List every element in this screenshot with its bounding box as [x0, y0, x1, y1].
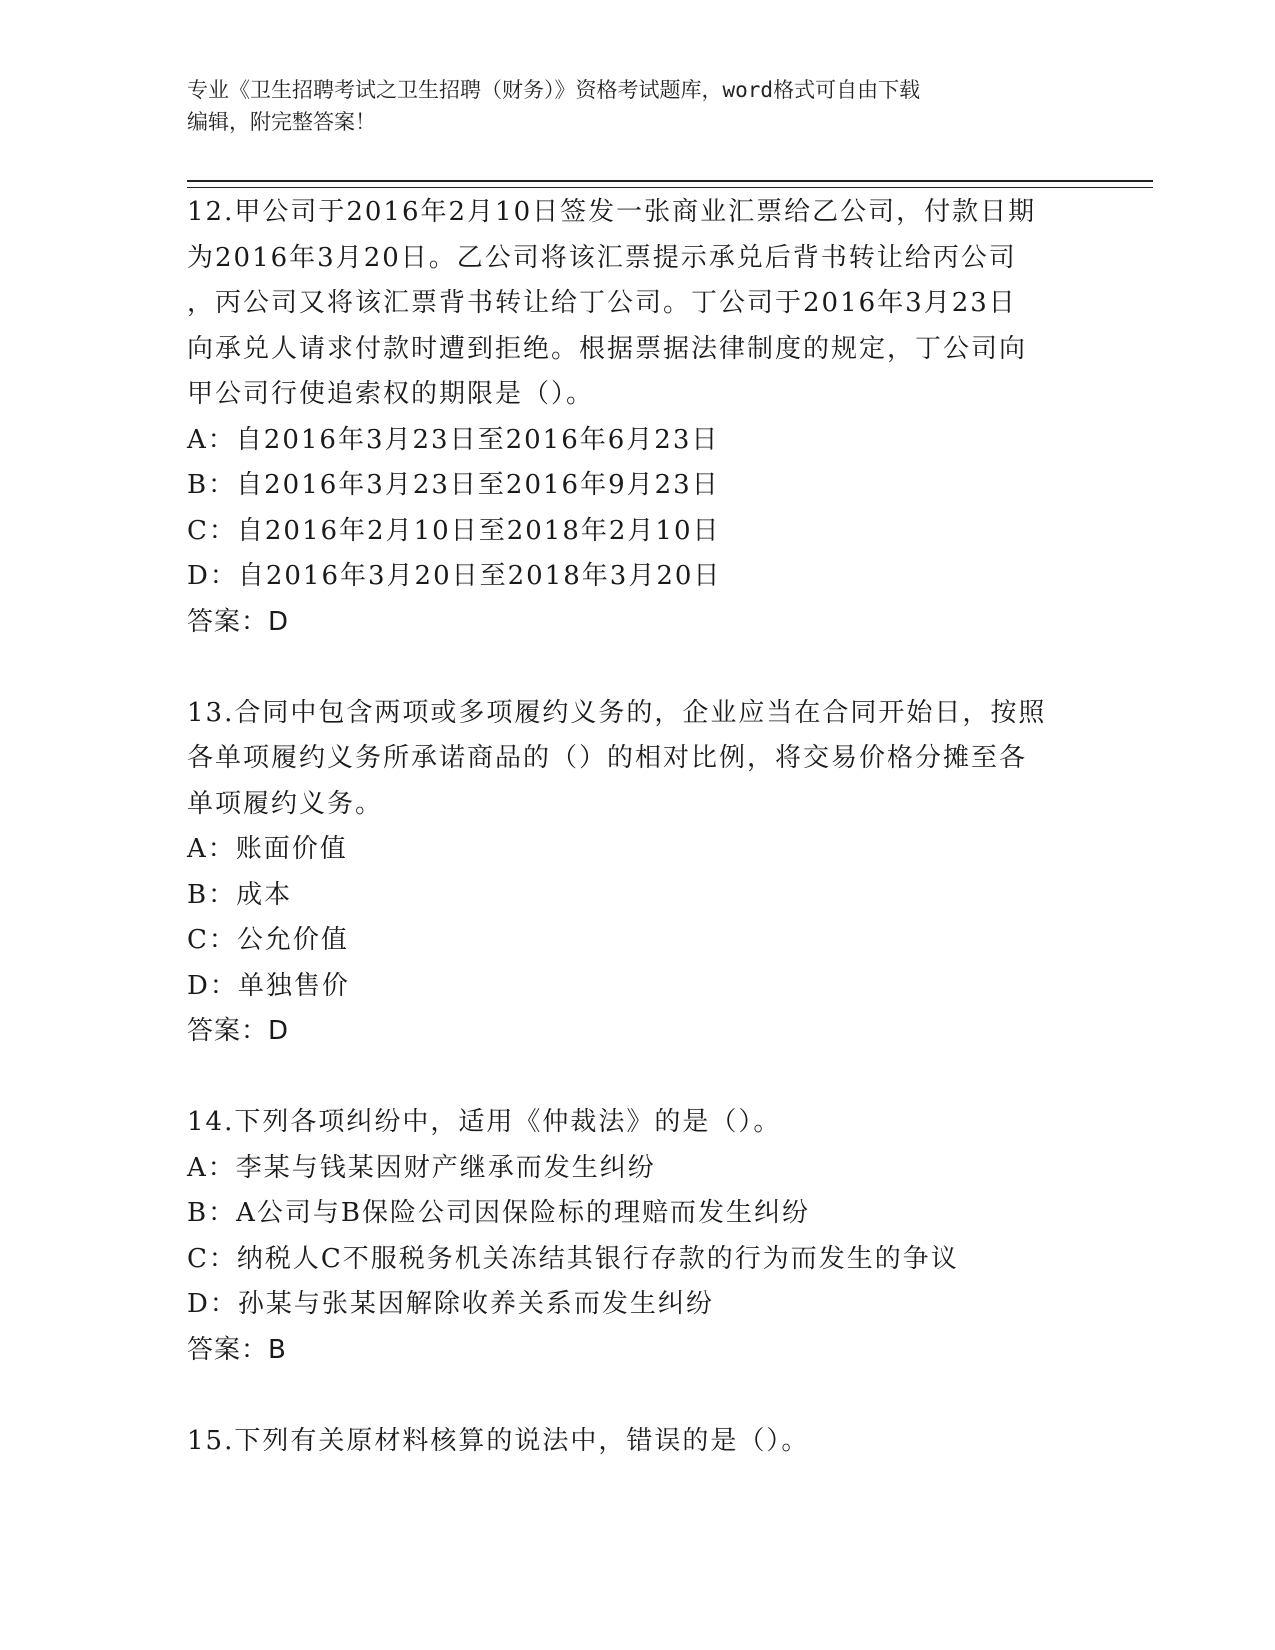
question-spacer — [187, 645, 1087, 691]
question-stem-line: 各单项履约义务所承诺商品的（）的相对比例，将交易价格分摊至各 — [187, 743, 1028, 773]
question-spacer — [187, 1055, 1087, 1101]
option-d: D：自2016年3月20日至2018年3月20日 — [187, 561, 722, 591]
option-b: B：A公司与B保险公司因保险标的理赔而发生纠纷 — [187, 1198, 810, 1228]
option-c: C：纳税人C不服税务机关冻结其银行存款的行为而发生的争议 — [187, 1243, 959, 1274]
question-list — [187, 190, 1087, 1464]
document-header — [187, 74, 1087, 138]
question-stem-line: 12.甲公司于2016年2月10日签发一张商业汇票给乙公司，付款日期 — [187, 197, 1037, 227]
option-a: A：自2016年3月23日至2016年6月23日 — [187, 424, 720, 455]
answer-label: 答案：D — [187, 606, 290, 637]
question-stem-line: 单项履约义务。 — [187, 788, 384, 819]
option-a: A：李某与钱某因财产继承而发生纠纷 — [187, 1152, 656, 1183]
header-divider — [187, 180, 1153, 188]
option-b: B：自2016年3月23日至2016年9月23日 — [187, 470, 720, 500]
question-stem-line: 甲公司行使追索权的期限是（）。 — [187, 379, 595, 409]
option-a: A：账面价值 — [187, 834, 348, 864]
question-stem-line: 13.合同中包含两项或多项履约义务的，企业应当在合同开始日，按照 — [187, 697, 1047, 728]
header-line-2: 编辑，附完整答案！ — [187, 110, 376, 134]
question-12 — [187, 190, 1087, 645]
option-c: C：自2016年2月10日至2018年2月10日 — [187, 515, 721, 546]
question-stem-line: 向承兑人请求付款时遭到拒绝。根据票据法律制度的规定，丁公司向 — [187, 333, 1028, 364]
question-13 — [187, 691, 1087, 1055]
question-stem-line: 为2016年3月20日。乙公司将该汇票提示承兑后背书转让给丙公司 — [187, 242, 1017, 273]
option-d: D：孙某与张某因解除收养关系而发生纠纷 — [187, 1289, 714, 1319]
question-stem-line: ，丙公司又将该汇票背书转让给丁公司。丁公司于2016年3月23日 — [187, 288, 1017, 318]
option-b: B：成本 — [187, 879, 293, 910]
question-stem-line: 15.下列有关原材料核算的说法中，错误的是（）。 — [187, 1425, 810, 1456]
question-spacer — [187, 1373, 1087, 1419]
answer-label: 答案：D — [187, 1016, 290, 1046]
question-stem-line: 14.下列各项纠纷中，适用《仲裁法》的是（）。 — [187, 1107, 782, 1137]
question-14 — [187, 1100, 1087, 1373]
header-line-1: 专业《卫生招聘考试之卫生招聘（财务）》资格考试题库，word格式可自由下载 — [187, 78, 921, 102]
option-c: C：公允价值 — [187, 925, 349, 955]
question-15 — [187, 1419, 1087, 1465]
answer-label: 答案：B — [187, 1334, 287, 1365]
option-d: D：单独售价 — [187, 970, 350, 1001]
